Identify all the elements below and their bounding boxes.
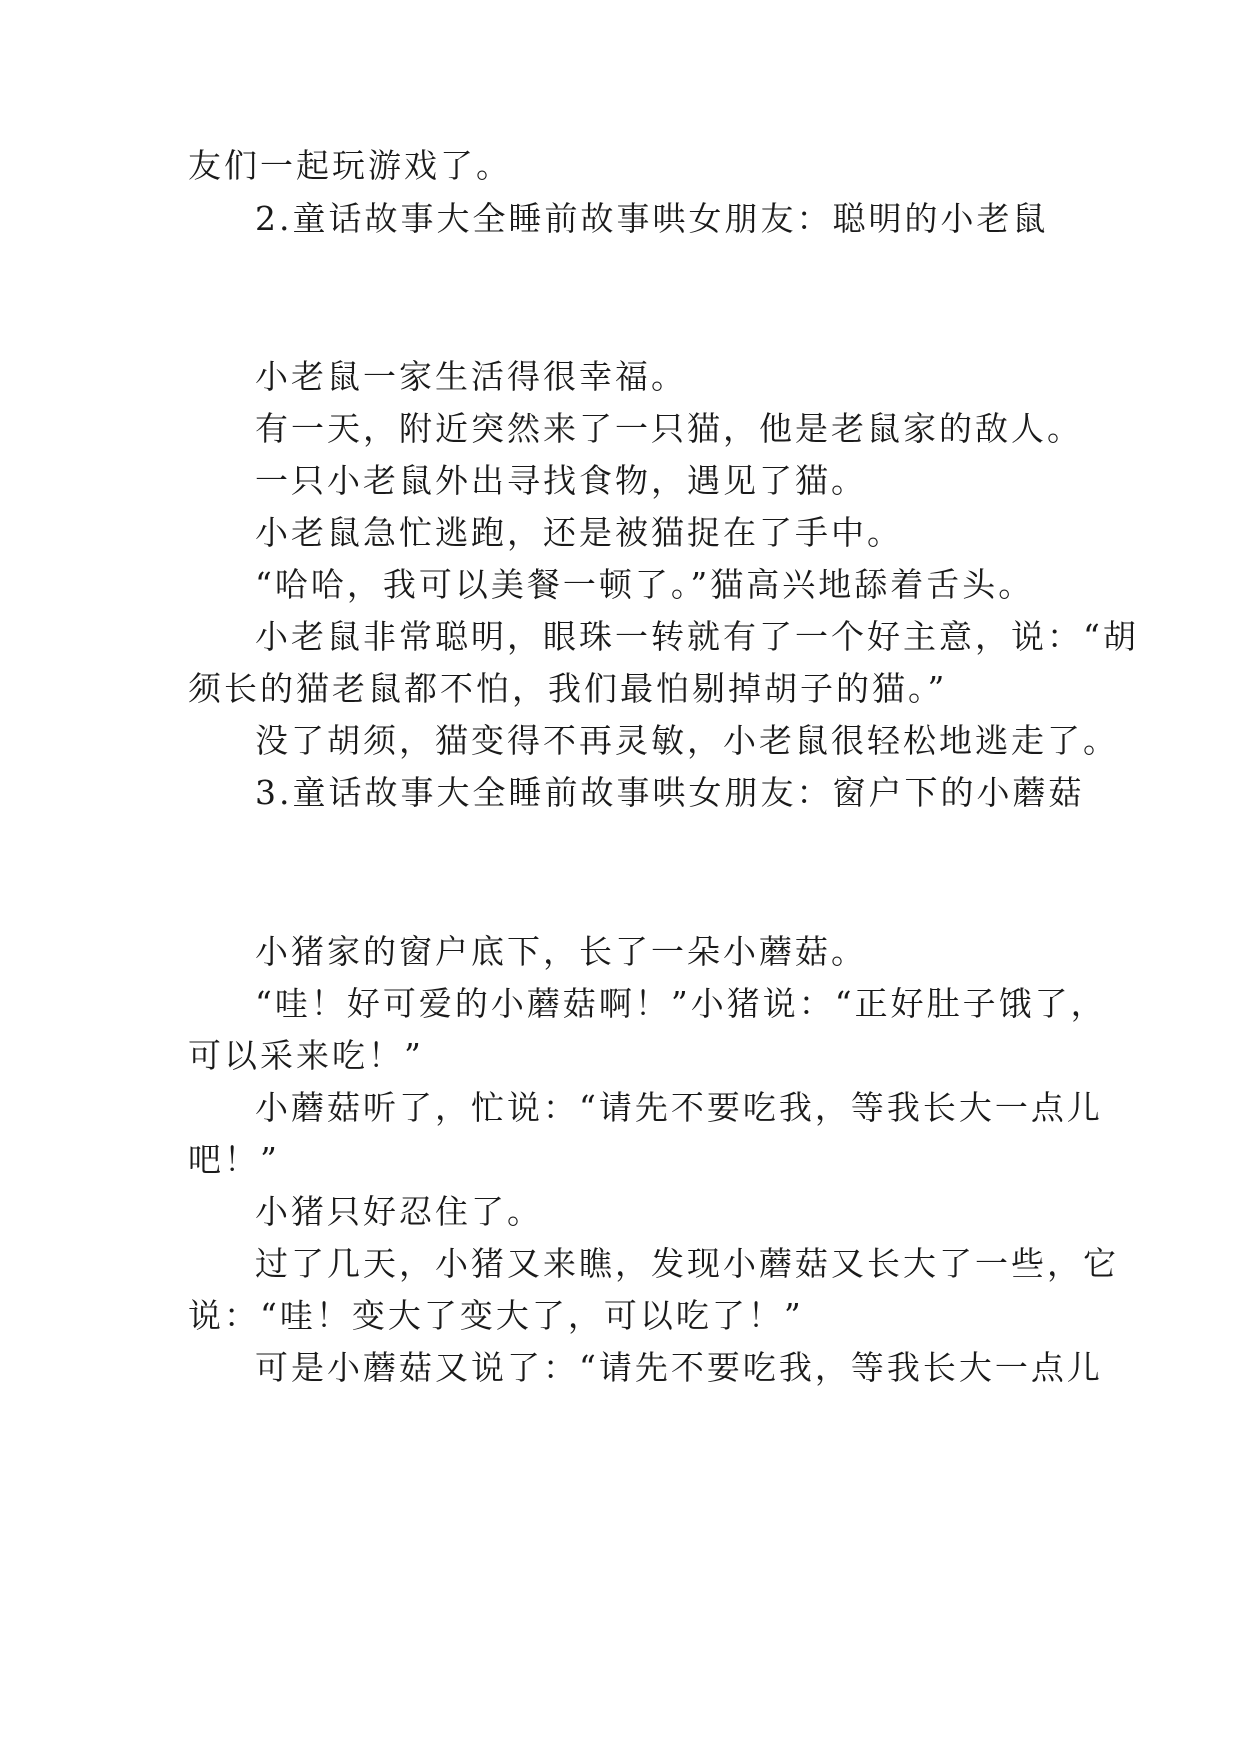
text-line: 有一天，附近突然来了一只猫，他是老鼠家的敌人。 (255, 409, 1083, 448)
text-line: 可是小蘑菇又说了：“请先不要吃我，等我长大一点儿 (255, 1348, 1103, 1387)
text-line: 小老鼠非常聪明，眼珠一转就有了一个好主意，说：“胡 (255, 617, 1139, 656)
text-line: 可以采来吃！” (188, 1036, 424, 1075)
section-heading-3: 3.童话故事大全睡前故事哄女朋友：窗户下的小蘑菇 (255, 773, 1085, 812)
text-line: 没了胡须，猫变得不再灵敏，小老鼠很轻松地逃走了。 (255, 721, 1119, 760)
text-line: 小老鼠一家生活得很幸福。 (255, 357, 687, 396)
text-line: 说：“哇！变大了变大了，可以吃了！” (188, 1296, 804, 1335)
section-heading-2: 2.童话故事大全睡前故事哄女朋友：聪明的小老鼠 (255, 199, 1049, 238)
text-line: 友们一起玩游戏了。 (188, 146, 512, 185)
text-line: 小蘑菇听了，忙说：“请先不要吃我，等我长大一点儿 (255, 1088, 1103, 1127)
text-line: 吧！” (188, 1140, 280, 1179)
text-line: 小猪只好忍住了。 (255, 1192, 543, 1231)
text-line: 须长的猫老鼠都不怕，我们最怕剔掉胡子的猫。” (188, 669, 948, 708)
text-line: “哇！好可爱的小蘑菇啊！”小猪说：“正好肚子饿了， (255, 984, 1107, 1023)
text-line: 小老鼠急忙逃跑，还是被猫捉在了手中。 (255, 513, 903, 552)
text-line: 过了几天，小猪又来瞧，发现小蘑菇又长大了一些，它 (255, 1244, 1119, 1283)
text-line: “哈哈，我可以美餐一顿了。”猫高兴地舔着舌头。 (255, 565, 1035, 604)
text-line: 一只小老鼠外出寻找食物，遇见了猫。 (255, 461, 867, 500)
text-line: 小猪家的窗户底下，长了一朵小蘑菇。 (255, 932, 867, 971)
